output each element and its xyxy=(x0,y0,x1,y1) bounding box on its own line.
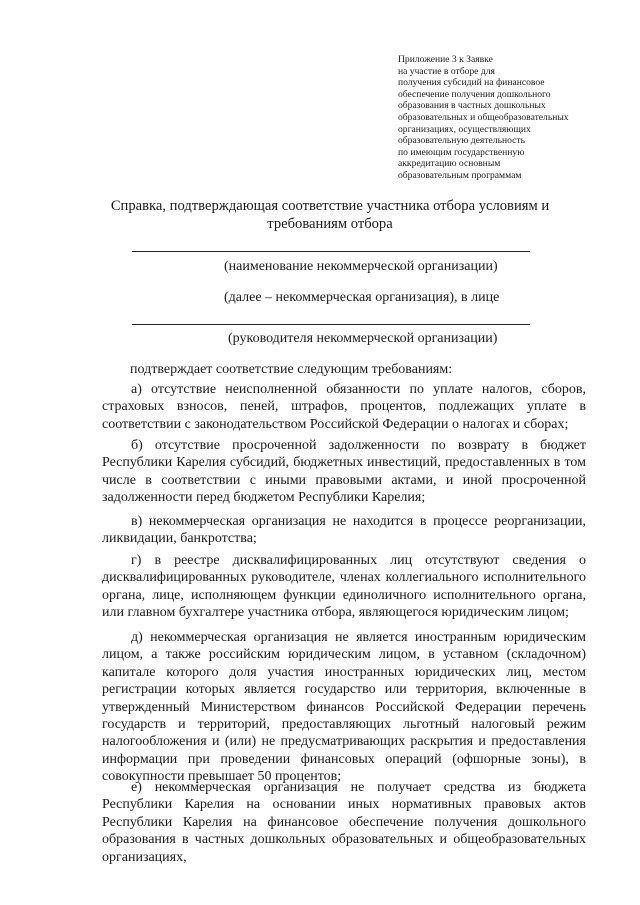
annex-line: получения субсидий на финансовое xyxy=(398,77,545,89)
requirement-g: г) в реестре дисквалифицированных лиц отсутствуют сведения о дисквалифицированных руководителе, членах коллегиального исполнительного органа, лице, исполняющем функции единоличного исполнительного органа, или главном бухгалтере участника отбора, являющегося юридическим лицом; xyxy=(102,553,586,621)
annex-line: по имеющим государственную xyxy=(398,146,525,158)
annex-line: образовательную деятельность xyxy=(398,135,525,147)
head-blank-line xyxy=(132,324,530,325)
requirement-d: д) некоммерческая организация не является иностранным юридическим лицом, а также российским юридическим лицом, в уставном (складочном) капитале которого доля участия иностранных юридических лиц, местом регистрации которых является государство или территория, включенные в утвержденный Министерством финансов Российской Федерации перечень государств и территорий, предоставляющих льготный налоговый режим налогообложения и (или) не предусматривающих раскрытия и предоставления информации при проведении финансовых операций (офшорные зоны), в совокупности превышает 50 процентов; xyxy=(102,630,586,785)
intro-text: подтверждает соответствие следующим требованиям: xyxy=(130,362,453,377)
annex-line: аккредитацию основным xyxy=(398,158,501,170)
requirement-e: е) некоммерческая организация не получает средства из бюджета Республики Карелия на основании иных нормативных правовых актов Республики Карелия на финансовое обеспечение получения дошкольного образования в частных дошкольных образовательных и общеобразовательных организациях, xyxy=(102,780,586,865)
head-caption: (руководителя некоммерческой организации) xyxy=(228,331,498,346)
document-title-line-2: требованиям отбора xyxy=(267,216,393,232)
requirement-a: а) отсутствие неисполненной обязанности по уплате налогов, сборов, страховых взносов, пеней, штрафов, процентов, подлежащих уплате в соответствии с законодательством Российской Федерации о налогах и сборах; xyxy=(102,382,586,432)
annex-line: образования в частных дошкольных xyxy=(398,100,546,112)
annex-line: обеспечение получения дошкольного xyxy=(398,88,551,100)
annex-note xyxy=(398,54,598,182)
org-name-caption: (наименование некоммерческой организации) xyxy=(224,259,498,274)
document-title-line-1: Справка, подтверждающая соответствие участника отбора условиям и xyxy=(110,198,550,214)
annex-line: на участие в отборе для xyxy=(398,65,495,77)
requirement-b: б) отсутствие просроченной задолженности по возврату в бюджет Республики Карелия субсидий, бюджетных инвестиций, предоставленных в том числе в соответствии с иными правовыми актами, и иной просроченной задолженности перед бюджетом Республики Карелия; xyxy=(102,438,586,506)
annex-line: образовательных и общеобразовательных xyxy=(398,111,569,123)
requirement-v: в) некоммерческая организация не находится в процессе реорганизации, ликвидации, банкротства; xyxy=(102,514,586,547)
hereinafter-caption: (далее – некоммерческая организация), в лице xyxy=(224,290,500,305)
annex-line: Приложение 3 к Заявке xyxy=(398,54,493,65)
annex-line: организациях, осуществляющих xyxy=(398,123,531,135)
org-name-blank-line xyxy=(132,251,530,252)
annex-line: образовательным программам xyxy=(398,169,522,181)
